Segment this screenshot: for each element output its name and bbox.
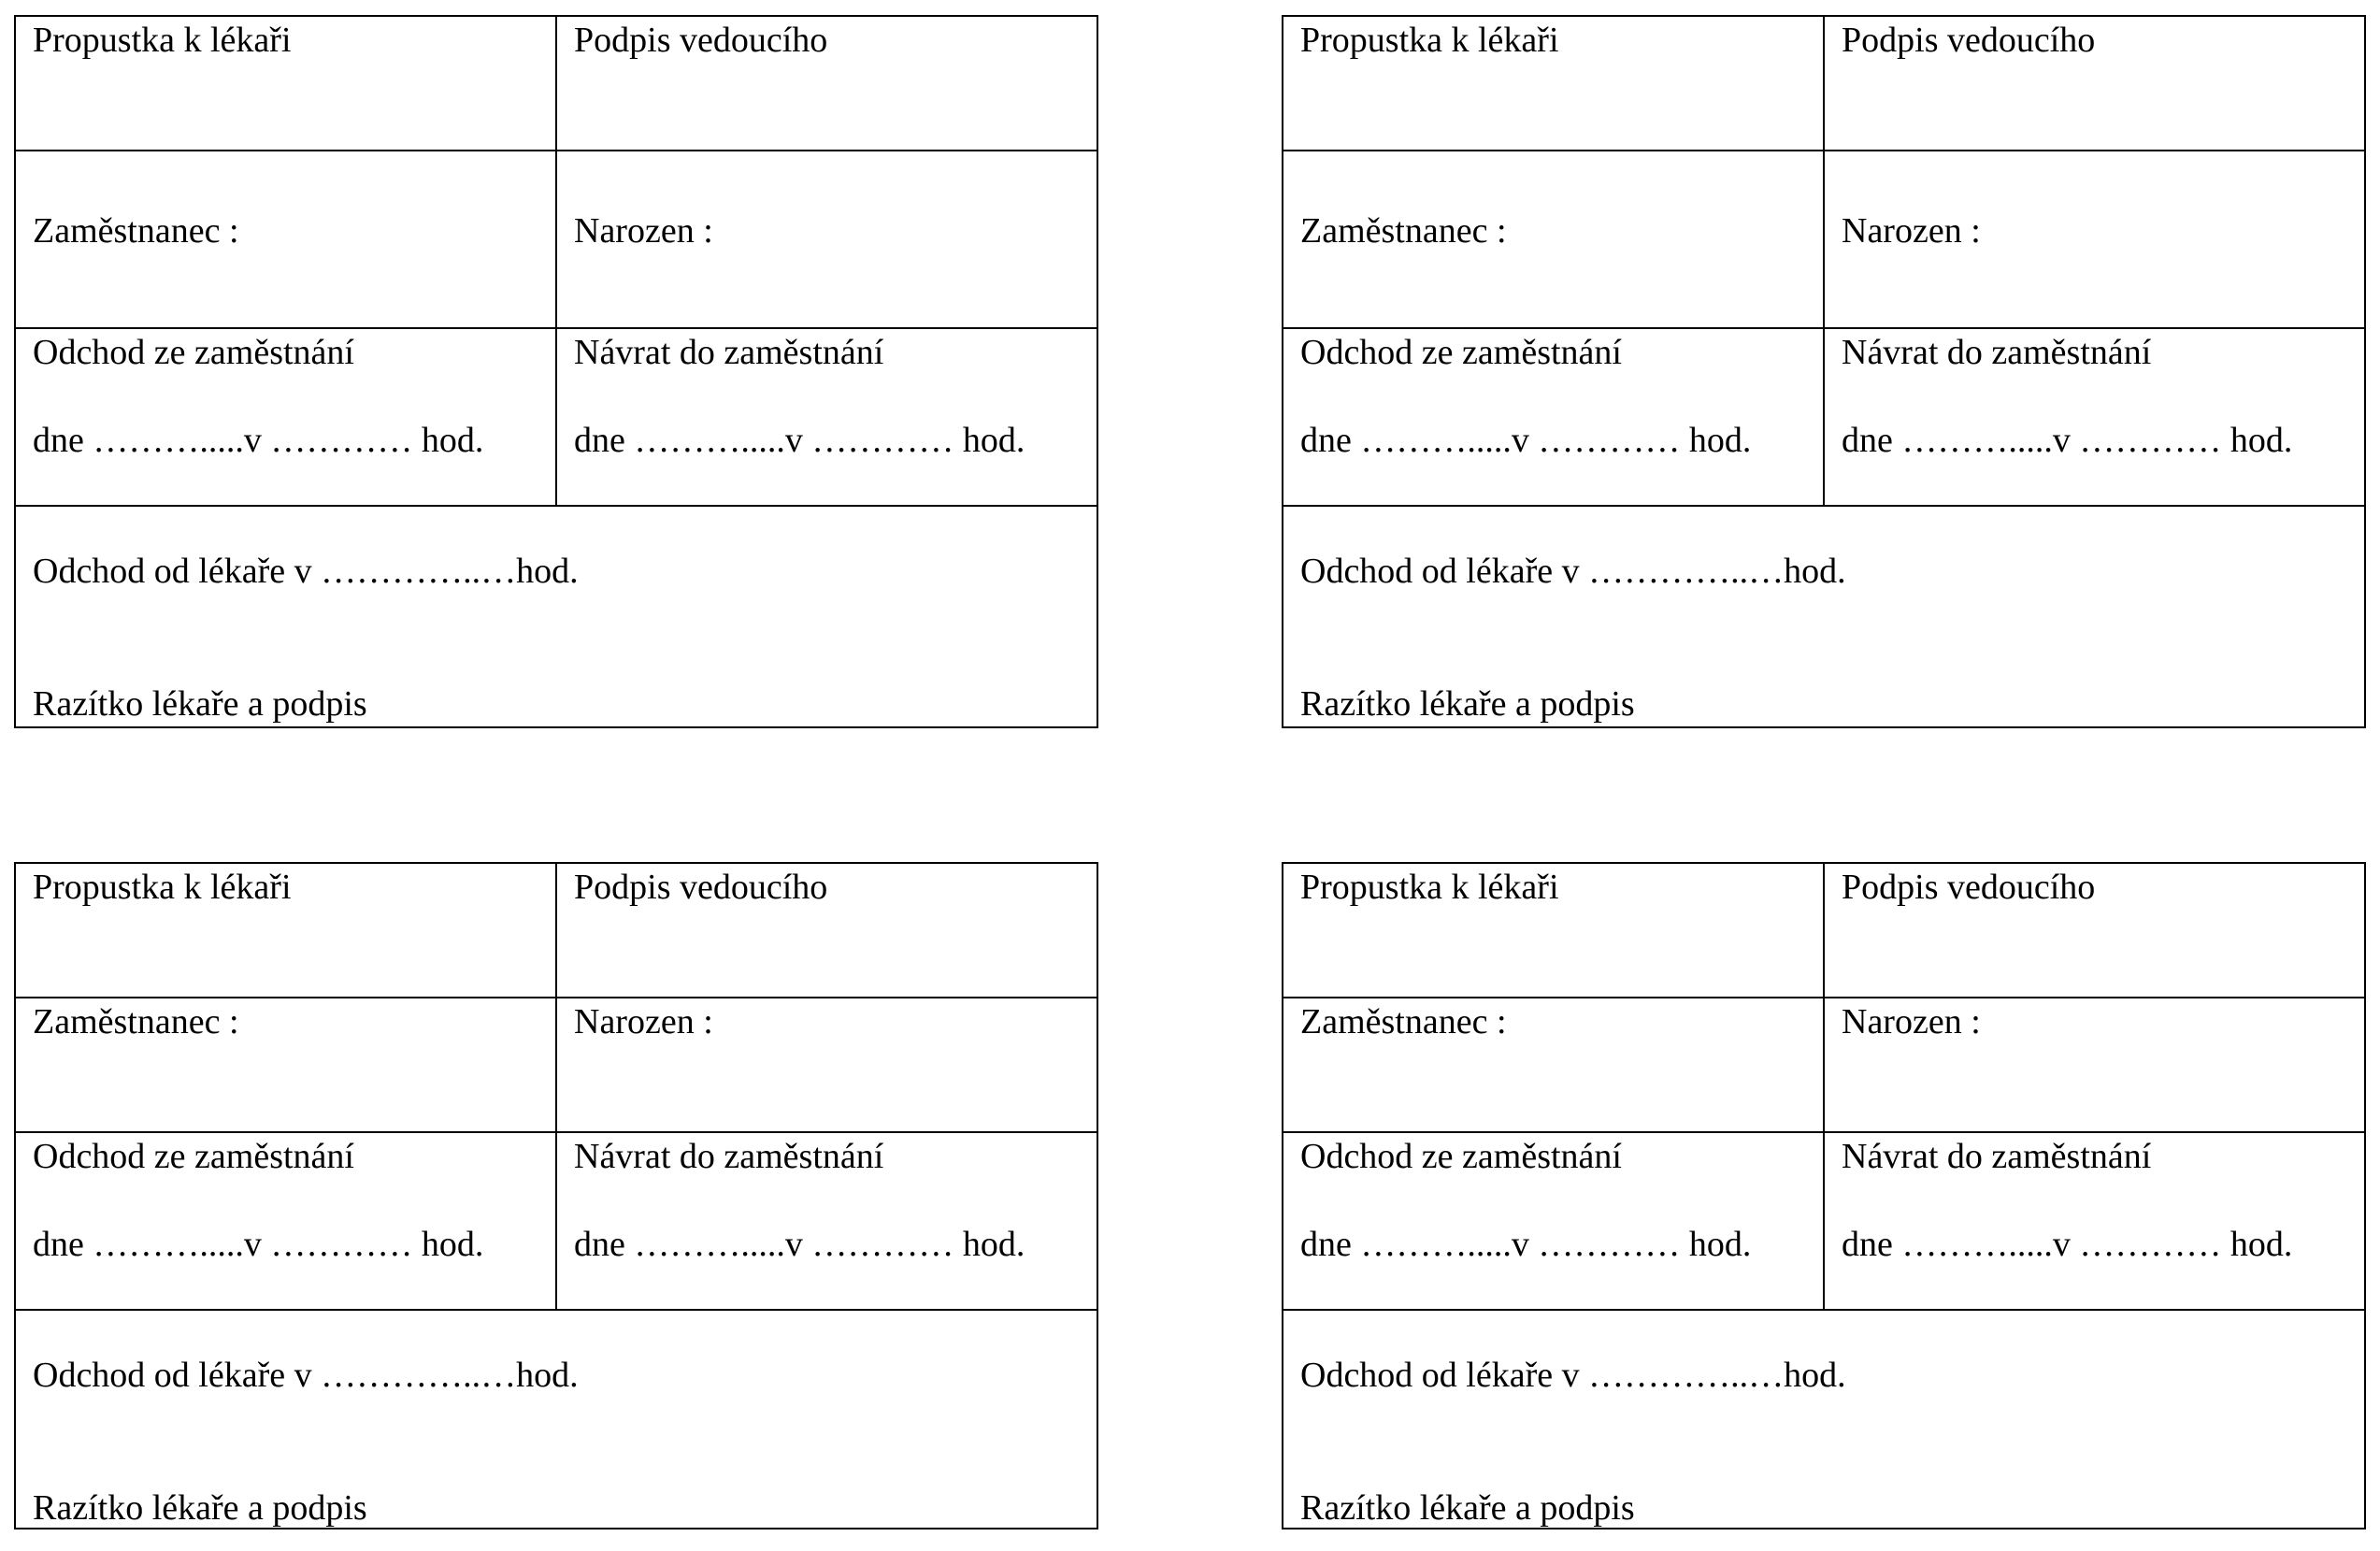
form-title: Propustka k lékaři xyxy=(1300,21,1559,60)
title-cell xyxy=(1283,864,1823,997)
departure-cell xyxy=(16,329,555,505)
supervisor-signature-label: Podpis vedoucího xyxy=(574,21,828,60)
supervisor-signature-cell xyxy=(1823,17,2364,150)
return-cell xyxy=(1823,329,2364,505)
return-label: Návrat do zaměstnání xyxy=(1842,1137,2152,1176)
title-cell xyxy=(1283,17,1823,150)
doctor-departure-label: Odchod od lékaře v …………..…hod. xyxy=(1300,1356,1846,1395)
departure-label: Odchod ze zaměstnání xyxy=(1300,1137,1622,1176)
born-label: Narozen : xyxy=(1842,211,1981,251)
employee-label: Zaměstnanec : xyxy=(1300,1002,1507,1041)
employee-row xyxy=(16,998,1097,1133)
doctor-row xyxy=(16,1311,1097,1528)
departure-label: Odchod ze zaměstnání xyxy=(33,1137,354,1176)
header-row xyxy=(16,864,1097,998)
pass-form-top-right xyxy=(1282,15,2366,728)
doctor-row xyxy=(16,507,1097,726)
supervisor-signature-cell xyxy=(1823,864,2364,997)
title-cell xyxy=(16,17,555,150)
doctor-cell xyxy=(16,1311,1097,1528)
return-cell xyxy=(555,1133,1097,1309)
born-label: Narozen : xyxy=(574,211,713,251)
employee-label: Zaměstnanec : xyxy=(1300,211,1507,251)
doctor-cell xyxy=(1283,507,2364,726)
return-label: Návrat do zaměstnání xyxy=(574,1137,884,1176)
header-row xyxy=(1283,864,2364,998)
departure-return-row xyxy=(16,1133,1097,1311)
pass-form-bottom-left xyxy=(14,862,1098,1529)
employee-cell xyxy=(16,998,555,1131)
employee-cell xyxy=(16,151,555,327)
doctor-departure-label: Odchod od lékaře v …………..…hod. xyxy=(1300,552,1846,591)
return-date-time: dne ……….....v ………… hod. xyxy=(574,1225,1025,1264)
doctor-row xyxy=(1283,507,2364,726)
employee-cell xyxy=(1283,998,1823,1131)
departure-cell xyxy=(1283,1133,1823,1309)
header-row xyxy=(1283,17,2364,151)
born-cell xyxy=(1823,151,2364,327)
form-title: Propustka k lékaři xyxy=(1300,868,1559,907)
departure-label: Odchod ze zaměstnání xyxy=(33,333,354,372)
return-date-time: dne ……….....v ………… hod. xyxy=(1842,421,2293,460)
doctor-stamp-label: Razítko lékaře a podpis xyxy=(1300,684,1635,724)
form-title: Propustka k lékaři xyxy=(33,868,292,907)
supervisor-signature-label: Podpis vedoucího xyxy=(1842,868,2096,907)
return-label: Návrat do zaměstnání xyxy=(1842,333,2152,372)
departure-date-time: dne ……….....v ………… hod. xyxy=(1300,421,1752,460)
doctor-stamp-label: Razítko lékaře a podpis xyxy=(33,684,367,724)
employee-cell xyxy=(1283,151,1823,327)
return-date-time: dne ……….....v ………… hod. xyxy=(574,421,1025,460)
employee-row xyxy=(1283,151,2364,329)
departure-date-time: dne ……….....v ………… hod. xyxy=(1300,1225,1752,1264)
header-row xyxy=(16,17,1097,151)
return-cell xyxy=(555,329,1097,505)
born-label: Narozen : xyxy=(574,1002,713,1041)
departure-date-time: dne ……….....v ………… hod. xyxy=(33,421,484,460)
employee-label: Zaměstnanec : xyxy=(33,211,239,251)
form-title: Propustka k lékaři xyxy=(33,21,292,60)
employee-row xyxy=(16,151,1097,329)
departure-return-row xyxy=(1283,1133,2364,1311)
supervisor-signature-cell xyxy=(555,17,1097,150)
departure-cell xyxy=(16,1133,555,1309)
born-cell xyxy=(1823,998,2364,1131)
doctor-cell xyxy=(16,507,1097,726)
departure-label: Odchod ze zaměstnání xyxy=(1300,333,1622,372)
born-cell xyxy=(555,151,1097,327)
departure-return-row xyxy=(16,329,1097,507)
born-cell xyxy=(555,998,1097,1131)
doctor-stamp-label: Razítko lékaře a podpis xyxy=(1300,1488,1635,1528)
doctor-stamp-label: Razítko lékaře a podpis xyxy=(33,1488,367,1528)
return-label: Návrat do zaměstnání xyxy=(574,333,884,372)
born-label: Narozen : xyxy=(1842,1002,1981,1041)
doctor-row xyxy=(1283,1311,2364,1528)
pass-form-top-left xyxy=(14,15,1098,728)
pass-form-bottom-right xyxy=(1282,862,2366,1529)
return-date-time: dne ……….....v ………… hod. xyxy=(1842,1225,2293,1264)
supervisor-signature-cell xyxy=(555,864,1097,997)
title-cell xyxy=(16,864,555,997)
employee-label: Zaměstnanec : xyxy=(33,1002,239,1041)
departure-return-row xyxy=(1283,329,2364,507)
doctor-departure-label: Odchod od lékaře v …………..…hod. xyxy=(33,552,579,591)
return-cell xyxy=(1823,1133,2364,1309)
doctor-cell xyxy=(1283,1311,2364,1528)
departure-cell xyxy=(1283,329,1823,505)
supervisor-signature-label: Podpis vedoucího xyxy=(574,868,828,907)
employee-row xyxy=(1283,998,2364,1133)
departure-date-time: dne ……….....v ………… hod. xyxy=(33,1225,484,1264)
supervisor-signature-label: Podpis vedoucího xyxy=(1842,21,2096,60)
doctor-departure-label: Odchod od lékaře v …………..…hod. xyxy=(33,1356,579,1395)
